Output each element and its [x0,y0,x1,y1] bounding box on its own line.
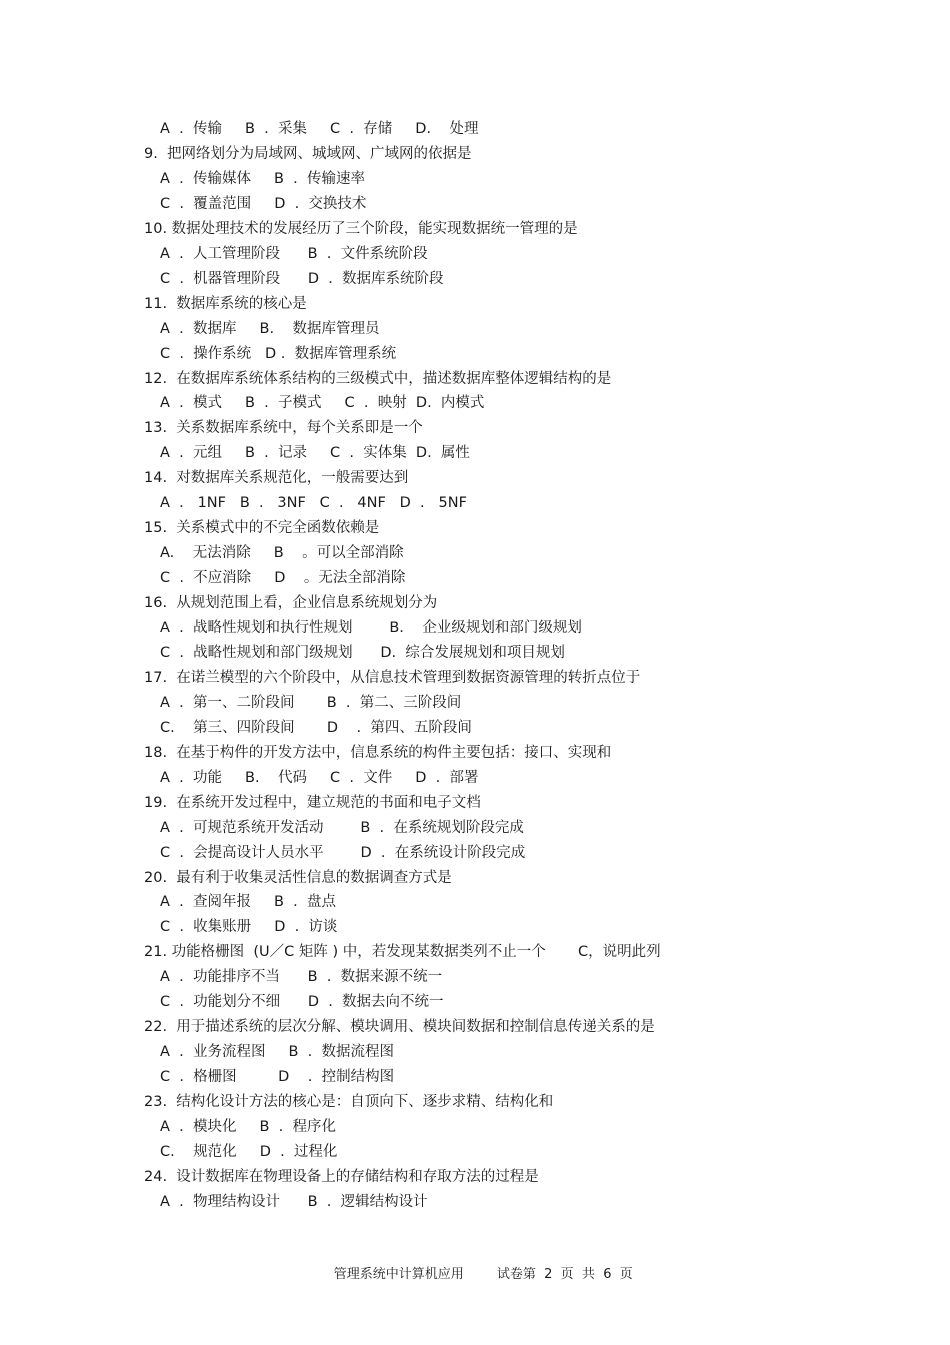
answer-options: A . 传输 B . 采集 C . 存储 D. 处理 [160,121,479,137]
answer-options: A . 模块化 B . 程序化 [160,1119,337,1135]
answer-options: C . 收集账册 D . 访谈 [160,919,338,936]
question-stem: 24. 设计数据库在物理设备上的存储结构和存取方法的过程是 [144,1168,539,1185]
answer-options: A . 人工管理阶段 B . 文件系统阶段 [160,245,428,262]
question-stem: 10. 数据处理技术的发展经历了三个阶段，能实现数据统一管理的是 [144,220,578,237]
answer-options: A . 1NF B . 3NF C . 4NF D . 5NF [160,495,467,512]
question-stem: 17. 在诺兰模型的六个阶段中，从信息技术管理到数据资源管理的转折点位于 [144,669,641,686]
answer-options: A . 模式 B . 子模式 C . 映射 D. 内模式 [160,395,485,412]
answer-options: A. 无法消除 B 。可以全部消除 [160,545,404,562]
answer-options: A . 物理结构设计 B . 逻辑结构设计 [160,1193,428,1210]
question-stem: 21. 功能格栅图 (U／C 矩阵 ) 中，若发现某数据类列不止一个 C，说明此列 [144,944,661,961]
answer-options: A . 功能排序不当 B . 数据来源不统一 [160,969,443,986]
answer-options: C . 战略性规划和部门级规划 D. 综合发展规划和项目规划 [160,644,565,661]
question-stem: 13. 关系数据库系统中，每个关系即是一个 [144,420,423,437]
answer-options: A . 第一、二阶段间 B . 第二、三阶段间 [160,694,462,711]
answer-options: C . 功能划分不细 D . 数据去向不统一 [160,994,444,1011]
answer-options: C . 机器管理阶段 D . 数据库系统阶段 [160,270,444,287]
question-stem: 14. 对数据库关系规范化，一般需要达到 [144,470,409,487]
question-stem: 20. 最有利于收集灵活性信息的数据调查方式是 [144,869,452,886]
answer-options: C. 规范化 D . 过程化 [160,1143,338,1160]
answer-options: C . 会提高设计人员水平 D . 在系统设计阶段完成 [160,844,526,861]
answer-options: C . 格栅图 D . 控制结构图 [160,1069,395,1086]
footer-course-title: 管理系统中计算机应用 [333,1267,464,1282]
question-stem: 18. 在基于构件的开发方法中，信息系统的构件主要包括：接口、实现和 [144,744,612,761]
answer-options: A . 传输媒体 B . 传输速率 [160,170,366,187]
answer-options: A . 查阅年报 B . 盘点 [160,894,337,911]
question-stem: 12. 在数据库系统体系结构的三级模式中，描述数据库整体逻辑结构的是 [144,370,612,387]
answer-options: C . 不应消除 D 。无法全部消除 [160,570,406,587]
question-stem: 9. 把网络划分为局域网、城域网、广域网的依据是 [144,145,472,162]
answer-options: C. 第三、四阶段间 D . 第四、五阶段间 [160,719,472,736]
page-footer [0,1248,950,1302]
answer-options: A . 功能 B. 代码 C . 文件 D . 部署 [160,769,479,786]
answer-options: A . 战略性规划和执行性规划 B. 企业级规划和部门级规划 [160,620,582,636]
answer-options: C . 覆盖范围 D . 交换技术 [160,195,367,212]
question-stem: 16. 从规划范围上看，企业信息系统规划分为 [144,595,438,611]
answer-options: A . 业务流程图 B . 数据流程图 [160,1044,395,1061]
footer-page-number: 试卷第 2 页 共 6 页 [496,1267,633,1282]
answer-options: A . 数据库 B. 数据库管理员 [160,320,380,337]
question-stem: 22. 用于描述系统的层次分解、模块调用、模块间数据和控制信息传递关系的是 [144,1019,655,1036]
question-stem: 23. 结构化设计方法的核心是：自顶向下、逐步求精、结构化和 [144,1094,554,1110]
question-stem: 11. 数据库系统的核心是 [144,295,307,312]
answer-options: C . 操作系统 D . 数据库管理系统 [160,345,397,362]
question-stem: 19. 在系统开发过程中，建立规范的书面和电子文档 [144,794,481,811]
question-stem: 15. 关系模式中的不完全函数依赖是 [144,520,380,537]
answer-options: A . 可规范系统开发活动 B . 在系统规划阶段完成 [160,819,524,836]
answer-options: A . 元组 B . 记录 C . 实体集 D. 属性 [160,445,470,462]
